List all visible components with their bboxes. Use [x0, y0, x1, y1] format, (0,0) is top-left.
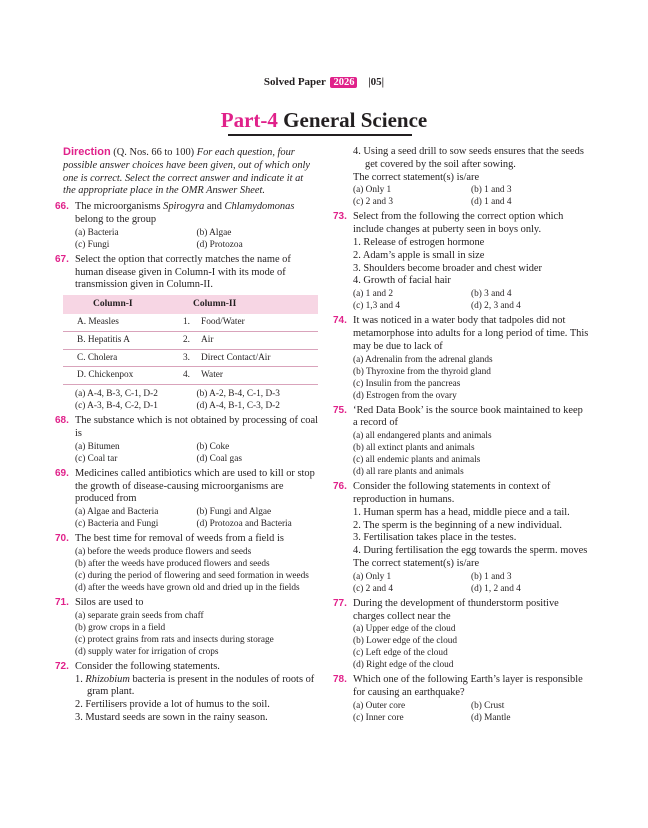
question-77 [333, 597, 589, 672]
italic-term: Chlamydomonas [224, 201, 295, 213]
question-number: 76. [333, 481, 347, 493]
question-67 [55, 253, 318, 412]
options [353, 184, 589, 208]
option[interactable]: (a) 1 and 2 [353, 289, 394, 300]
options [75, 610, 318, 658]
page-header [0, 76, 648, 88]
statement: 1. Human sperm has a head, middle piece and a tail. [353, 506, 570, 518]
option[interactable]: (d) 2, 3 and 4 [471, 301, 521, 312]
table-header-row [63, 295, 318, 314]
question-71 [55, 596, 318, 658]
question-number: 67. [55, 253, 69, 265]
option[interactable]: (c) 1,3 and 4 [353, 301, 400, 312]
option[interactable]: (c) all endemic plants and animals [353, 455, 481, 466]
options [353, 288, 589, 312]
option[interactable]: (d) Protozoa [196, 239, 243, 250]
table-cell: 3. [179, 349, 197, 367]
option[interactable]: (a) all endangered plants and animals [353, 431, 492, 442]
option[interactable]: (a) Upper edge of the cloud [353, 624, 456, 635]
option[interactable]: (a) Only 1 [353, 571, 392, 582]
question-text: Medicines called antibiotics which are used to kill or stop the growth of disease-causing microorganisms are produced from [75, 467, 315, 505]
option[interactable]: (d) after the weeds have grown old and dried up in the fields [75, 582, 300, 593]
question-number: 74. [333, 315, 347, 327]
option[interactable]: (d) Right edge of the cloud [353, 660, 454, 671]
table-row [63, 349, 318, 367]
option[interactable]: (b) Crust [471, 700, 505, 711]
option[interactable]: (b) Fungi and Algae [196, 507, 272, 518]
question-69 [55, 467, 318, 530]
table-cell: Water [197, 367, 318, 385]
question-number: 77. [333, 597, 347, 609]
option[interactable]: (d) Protozoa and Bacteria [196, 519, 292, 530]
direction-label: Direction [63, 146, 111, 158]
table-row [63, 367, 318, 385]
option[interactable]: (d) Coal gas [196, 453, 242, 464]
option[interactable]: (d) Mantle [471, 712, 511, 723]
question-text: The microorganisms [75, 201, 164, 213]
option[interactable]: (d) all rare plants and animals [353, 467, 464, 478]
question-76 [333, 481, 589, 595]
question-text: The best time for removal of weeds from a field is [75, 533, 284, 545]
question-text: Consider the following statements. [75, 660, 220, 672]
direction-range: (Q. Nos. 66 to 100) [113, 147, 195, 158]
statements [353, 507, 589, 558]
options [353, 623, 589, 671]
options [75, 227, 318, 251]
option[interactable]: (b) Lower edge of the cloud [353, 636, 458, 647]
question-text: Silos are used to [75, 596, 144, 608]
option[interactable]: (a) Bitumen [75, 441, 120, 452]
question-text: and [204, 201, 225, 213]
option[interactable]: (b) 1 and 3 [471, 571, 512, 582]
option[interactable]: (c) during the period of flowering and seed formation in weeds [75, 570, 309, 581]
question-number: 68. [55, 415, 69, 427]
option[interactable]: (a) Only 1 [353, 185, 392, 196]
question-text: ‘Red Data Book’ is the source book maintained to keep a record of [353, 404, 583, 429]
statement: 4. Growth of facial hair [353, 275, 451, 287]
correct-statement-prompt: The correct statement(s) is/are [353, 171, 480, 183]
table-cell: Air [197, 331, 318, 349]
option[interactable]: (d) 1, 2 and 4 [471, 583, 521, 594]
statement: 3. Fertilisation takes place in the testes. [353, 532, 517, 544]
question-73 [333, 211, 589, 312]
question-text: It was noticed in a water body that tadpoles did not metamorphose into adults for a long period of time. This may be due to lack of [353, 315, 589, 352]
option[interactable]: (a) Algae and Bacteria [75, 507, 159, 518]
part-label: Part-4 [220, 108, 278, 132]
option[interactable]: (c) protect grains from rats and insects during storage [75, 634, 274, 645]
question-72-continued [341, 146, 589, 208]
options [353, 571, 589, 595]
question-text: Select the option that correctly matches the name of human disease given in Column-I with its mode of transmission given in Column-II. [75, 253, 291, 291]
table-cell: 1. [179, 314, 197, 331]
question-number: 78. [333, 674, 347, 686]
statement: 3. Shoulders become broader and chest wider [353, 262, 542, 274]
options [75, 546, 318, 594]
table-cell: D. Chickenpox [63, 367, 179, 385]
question-number: 75. [333, 404, 347, 416]
option[interactable]: (d) supply water for irrigation of crops [75, 646, 219, 657]
statements [353, 237, 589, 288]
table-cell: 4. [179, 367, 197, 385]
match-table [63, 295, 318, 385]
statement: 2. Fertilisers provide a lot of humus to the soil. [75, 699, 270, 711]
question-number: 69. [55, 467, 69, 479]
question-text: belong to the group [75, 213, 157, 225]
option[interactable]: (c) Fungi [75, 239, 110, 250]
question-66 [55, 201, 318, 251]
options [353, 430, 589, 478]
table-cell: C. Cholera [63, 349, 179, 367]
column-header: Column-I [63, 295, 179, 314]
option[interactable]: (a) separate grain seeds from chaff [75, 610, 204, 621]
option[interactable]: (c) 2 and 4 [353, 583, 394, 594]
section-title [0, 108, 648, 133]
option[interactable]: (c) Inner core [353, 712, 404, 723]
option[interactable]: (a) Adrenalin from the adrenal glands [353, 354, 493, 365]
question-text: Select from the following the correct option which include changes at puberty seen in boys only. [353, 211, 564, 236]
statements [353, 146, 589, 172]
left-column [55, 146, 318, 725]
question-72 [55, 660, 318, 725]
question-number: 70. [55, 533, 69, 545]
question-number: 72. [55, 660, 69, 672]
option[interactable]: (a) before the weeds produce flowers and seeds [75, 546, 252, 557]
option[interactable]: (b) Thyroxine from the thyroid gland [353, 366, 491, 377]
option[interactable]: (b) all extinct plants and animals [353, 443, 475, 454]
table-cell: Food/Water [197, 314, 318, 331]
option[interactable]: (b) 1 and 3 [471, 185, 512, 196]
options [75, 506, 318, 530]
column-header: Column-II [179, 295, 318, 314]
statement: 2. The sperm is the beginning of a new individual. [353, 519, 563, 531]
table-row [63, 331, 318, 349]
question-number: 71. [55, 596, 69, 608]
subject-label: General Science [283, 108, 428, 132]
question-68 [55, 415, 318, 465]
option[interactable]: (d) A-4, B-1, C-3, D-2 [196, 401, 280, 412]
italic-term: Spirogyra [163, 201, 205, 213]
option[interactable]: (a) Bacteria [75, 227, 119, 238]
statement: 4. During fertilisation the egg towards the sperm. moves [353, 545, 588, 557]
year-badge: 2026 [330, 77, 357, 88]
question-number: 73. [333, 211, 347, 223]
options [75, 441, 318, 465]
table-cell: B. Hepatitis A [63, 331, 179, 349]
title-underline [228, 134, 412, 136]
question-75 [333, 404, 589, 479]
question-text: During the development of thunderstorm positive charges collect near the [353, 597, 559, 622]
question-text: The substance which is not obtained by processing of coal is [75, 415, 318, 439]
option[interactable]: (c) 2 and 3 [353, 197, 394, 208]
direction-block [63, 146, 318, 198]
question-text: Consider the following statements in context of reproduction in humans. [353, 481, 551, 505]
table-cell: A. Measles [63, 314, 179, 331]
page-number: |05| [368, 76, 385, 88]
option[interactable]: (b) A-2, B-4, C-1, D-3 [196, 389, 280, 400]
question-70 [55, 533, 318, 594]
option[interactable]: (b) after the weeds have produced flowers and seeds [75, 558, 270, 569]
options [75, 388, 318, 412]
question-text: Which one of the following Earth’s layer is responsible for causing an earthquake? [353, 674, 583, 699]
correct-statement-prompt: The correct statement(s) is/are [353, 557, 480, 569]
options [353, 354, 589, 402]
statement [75, 674, 318, 700]
italic-term: Rhizobium [85, 673, 130, 685]
option[interactable]: (a) A-4, B-3, C-1, D-2 [75, 389, 158, 400]
statements [75, 674, 318, 725]
option[interactable]: (b) Algae [196, 227, 232, 238]
table-row [63, 314, 318, 331]
options [353, 700, 589, 724]
table-cell: Direct Contact/Air [197, 349, 318, 367]
direction-text: For each question, four possible answer choices have been given, out of which only one is correct. Select the correct answer and indicate it at the appropriate place in the OMR Answer Sheet. [63, 147, 311, 197]
question-78 [333, 674, 589, 724]
statement-text: bacteria is present in the nodules of roots of gram plant. [87, 673, 315, 698]
right-column [333, 146, 589, 724]
option[interactable]: (c) Coal tar [75, 453, 118, 464]
option[interactable]: (c) A-3, B-4, C-2, D-1 [75, 401, 158, 412]
option[interactable]: (a) Outer core [353, 700, 406, 711]
option[interactable]: (b) Coke [196, 441, 230, 452]
option[interactable]: (d) 1 and 4 [471, 197, 512, 208]
option[interactable]: (c) Insulin from the pancreas [353, 378, 461, 389]
table-cell: 2. [179, 331, 197, 349]
option[interactable]: (c) Left edge of the cloud [353, 648, 448, 659]
question-number: 66. [55, 201, 69, 213]
option[interactable]: (b) grow crops in a field [75, 622, 166, 633]
question-74 [333, 315, 589, 401]
header-text: Solved Paper [263, 76, 326, 88]
option[interactable]: (c) Bacteria and Fungi [75, 519, 159, 530]
statement: 1. Release of estrogen hormone [353, 236, 485, 248]
statement: 3. Mustard seeds are sown in the rainy season. [75, 711, 268, 723]
statement: 2. Adam’s apple is small in size [353, 249, 485, 261]
option[interactable]: (d) Estrogen from the ovary [353, 390, 457, 401]
statement: 4. Using a seed drill to sow seeds ensures that the seeds get covered by the soil after sowing. [353, 146, 584, 170]
statement-number: 1. [75, 673, 83, 685]
option[interactable]: (b) 3 and 4 [471, 289, 512, 300]
